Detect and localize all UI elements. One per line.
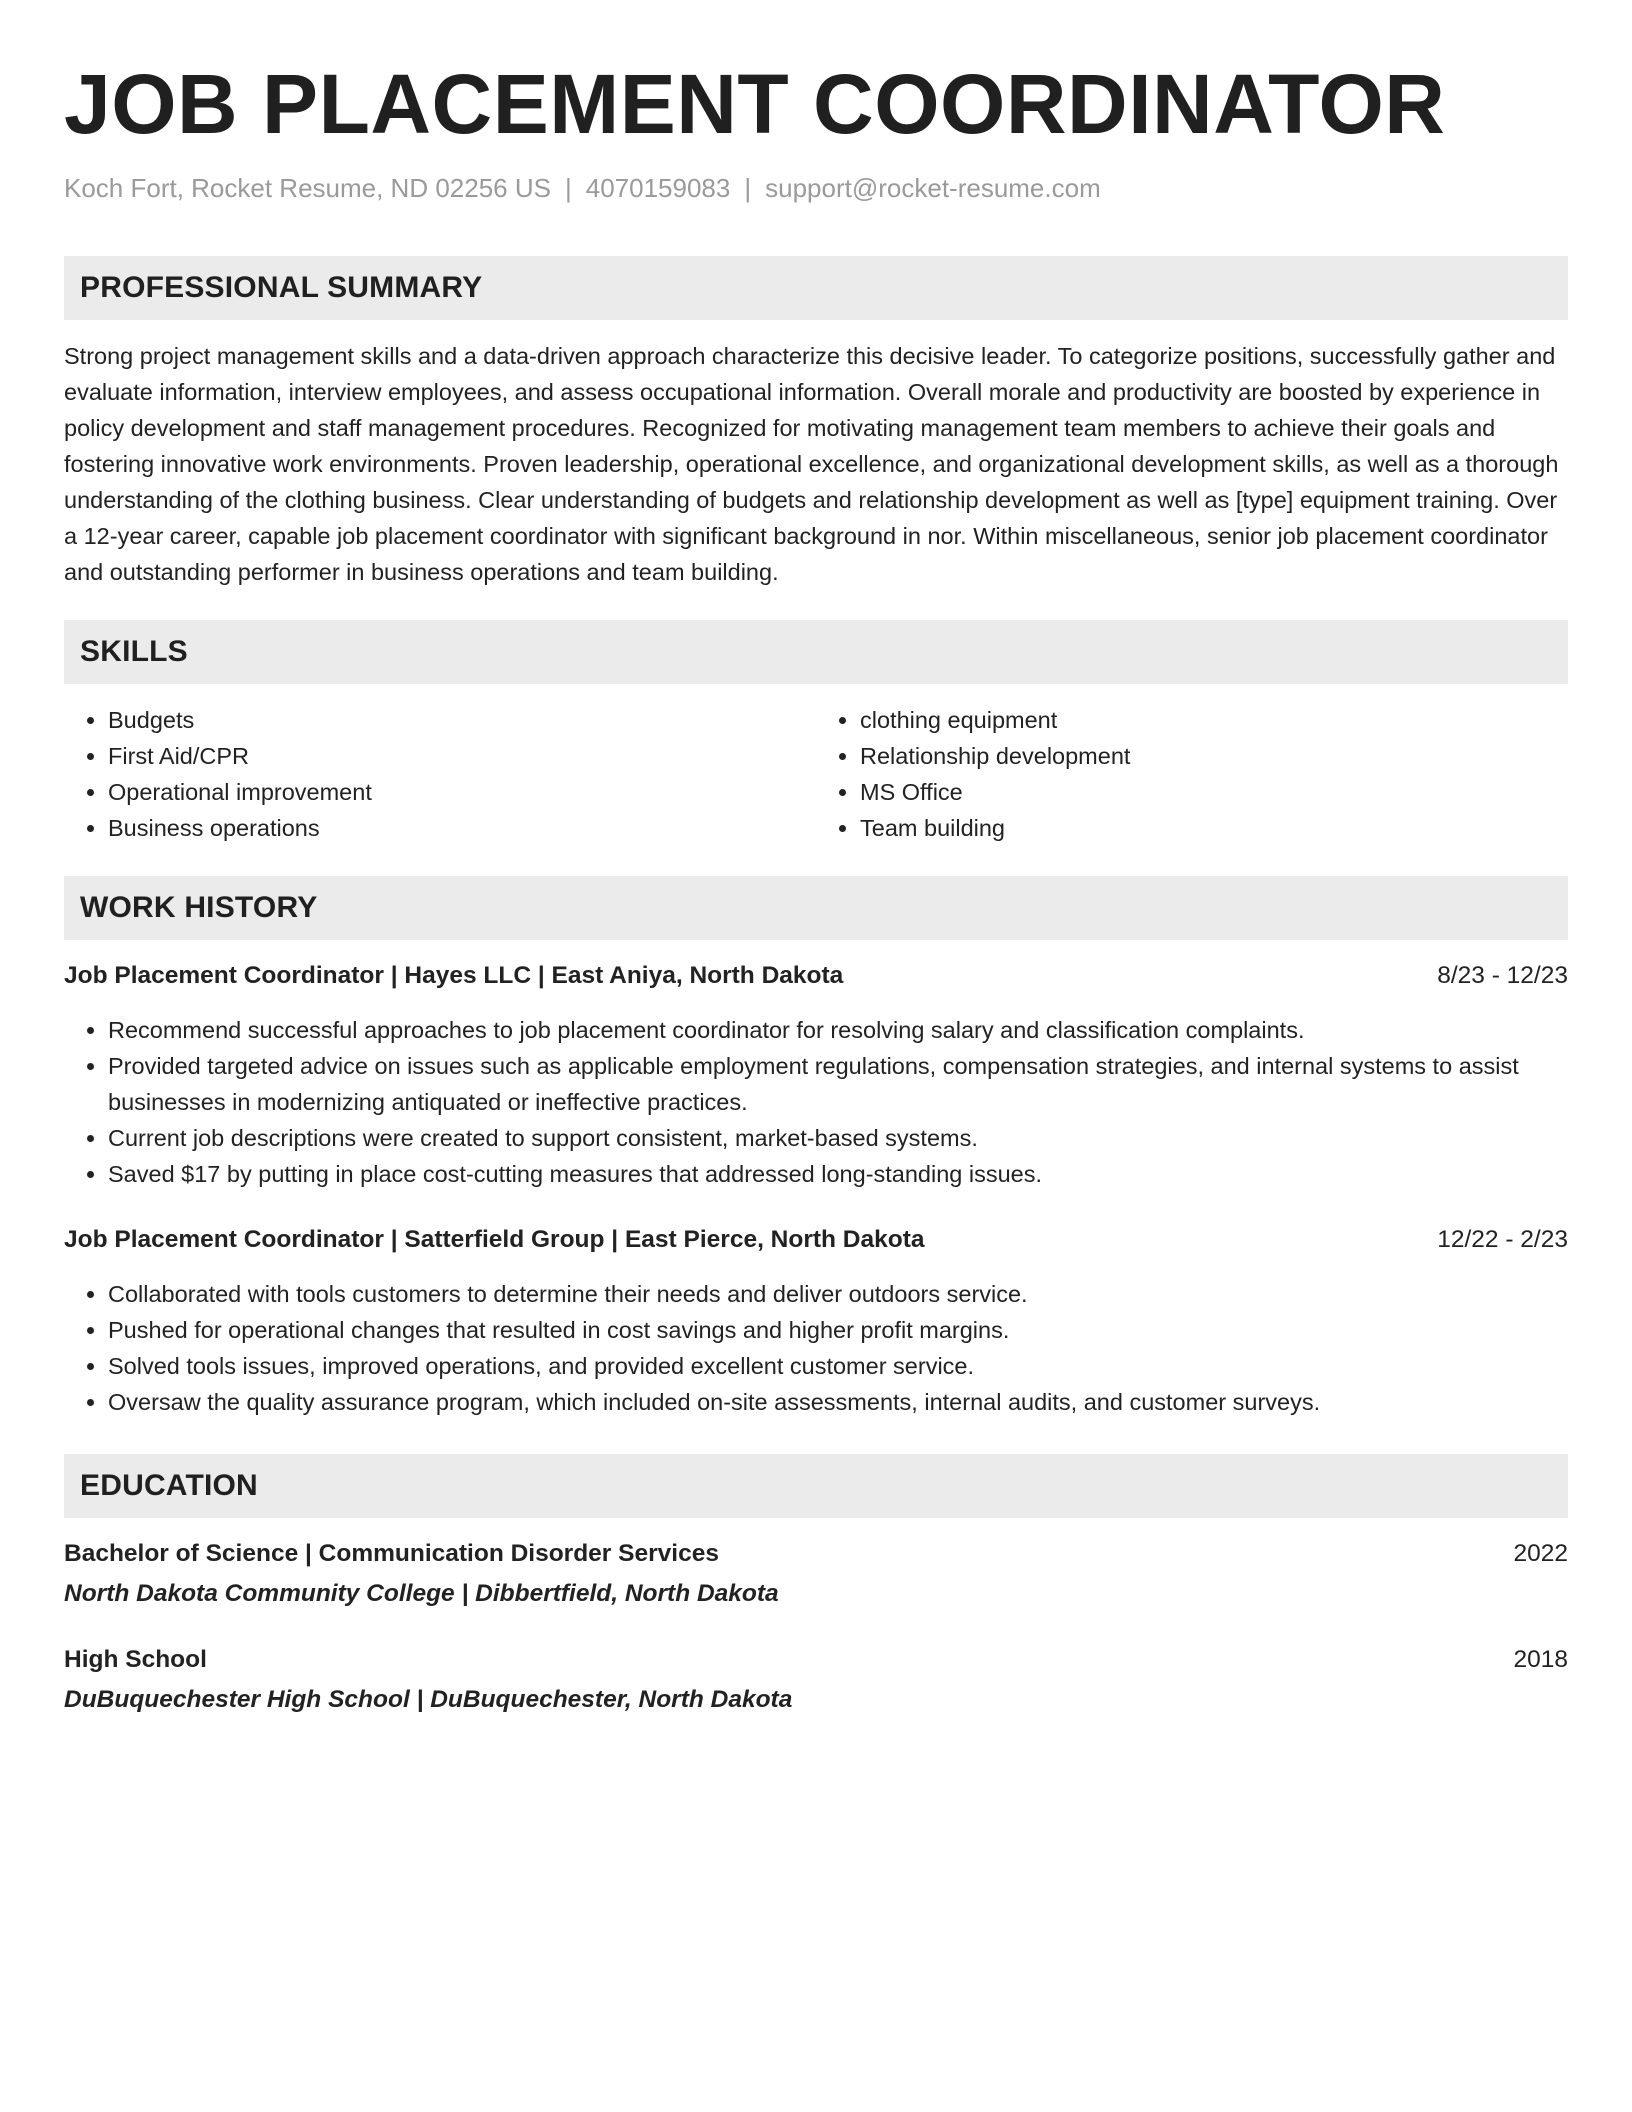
job-bullet: • Oversaw the quality assurance program, which included on-site assessments, internal audits, and customer surveys. [108, 1384, 1568, 1420]
job-bullet: • Pushed for operational changes that resulted in cost savings and higher profit margins. [108, 1312, 1568, 1348]
skill-item: • Relationship development [860, 738, 1568, 774]
education-degree: High School [64, 1646, 207, 1673]
job-bullet: • Provided targeted advice on issues such as applicable employment regulations, compensation strategies, and internal systems to assist businesses in modernizing antiquated or ineffective practices. [108, 1048, 1568, 1120]
section-header-work-history: WORK HISTORY [64, 876, 1568, 940]
job-title: Job Placement Coordinator | Satterfield Group | East Pierce, North Dakota [64, 1226, 925, 1253]
education-school: DuBuquechester High School | DuBuquechester, North Dakota [64, 1686, 793, 1713]
job-heading-row [64, 1222, 1568, 1258]
skill-item: • Budgets [108, 702, 816, 738]
summary-paragraph: Strong project management skills and a data-driven approach characterize this decisive leader. To categorize positions, successfully gather and evaluate information, interview employees, and assess occupational information. Overall morale and productivity are boosted by experience in policy development and staff management procedures. Recognized for motivating management team members to achieve their goals and fostering innovative work environments. Proven leadership, operational excellence, and organizational development skills, as well as a thorough understanding of the clothing business. Clear understanding of budgets and relationship development as well as [type] equipment training. Over a 12-year career, capable job placement coordinator with significant background in nor. Within miscellaneous, senior job placement coordinator and outstanding performer in business operations and team building. [64, 343, 1559, 585]
job-bullet: • Collaborated with tools customers to determine their needs and deliver outdoors service. [108, 1276, 1568, 1312]
section-header-education: EDUCATION [64, 1454, 1568, 1518]
job-bullets [64, 1012, 1568, 1192]
skill-item: • MS Office [860, 774, 1568, 810]
section-header-skills: SKILLS [64, 620, 1568, 684]
education-heading-row [64, 1642, 1568, 1678]
job-dates: 8/23 - 12/23 [1437, 962, 1568, 989]
contact-phone: 4070159083 [585, 173, 731, 203]
contact-line [64, 172, 1568, 204]
contact-separator: | [564, 173, 572, 203]
education-year: 2018 [1513, 1646, 1568, 1673]
skills-column-left [64, 702, 816, 846]
education-heading-row [64, 1536, 1568, 1572]
skill-item: • clothing equipment [860, 702, 1568, 738]
job-bullet: • Current job descriptions were created to support consistent, market-based systems. [108, 1120, 1568, 1156]
skill-item: • Business operations [108, 810, 816, 846]
skill-item: • Team building [860, 810, 1568, 846]
job-bullet: • Recommend successful approaches to job placement coordinator for resolving salary and classification complaints. [108, 1012, 1568, 1048]
contact-separator: | [744, 173, 752, 203]
education-entry [64, 1642, 1568, 1718]
job-heading-row [64, 958, 1568, 994]
job-bullet: • Saved $17 by putting in place cost-cutting measures that addressed long-standing issues. [108, 1156, 1568, 1192]
candidate-name: JOB PLACEMENT COORDINATOR [64, 57, 1446, 151]
job-entry [64, 958, 1568, 1192]
job-entry [64, 1222, 1568, 1420]
job-bullet: • Solved tools issues, improved operations, and provided excellent customer service. [108, 1348, 1568, 1384]
job-bullets [64, 1276, 1568, 1420]
section-header-summary: PROFESSIONAL SUMMARY [64, 256, 1568, 320]
job-dates: 12/22 - 2/23 [1437, 1226, 1568, 1253]
education-entry [64, 1536, 1568, 1612]
job-title: Job Placement Coordinator | Hayes LLC | East Aniya, North Dakota [64, 962, 844, 989]
skill-item: • First Aid/CPR [108, 738, 816, 774]
contact-email: support@rocket-resume.com [765, 173, 1101, 203]
contact-address: Koch Fort, Rocket Resume, ND 02256 US [64, 173, 551, 203]
skills-list [64, 702, 1568, 846]
education-school: North Dakota Community College | Dibbertfield, North Dakota [64, 1580, 779, 1607]
skill-item: • Operational improvement [108, 774, 816, 810]
skills-column-right [816, 702, 1568, 846]
education-degree: Bachelor of Science | Communication Disorder Services [64, 1540, 719, 1567]
education-year: 2022 [1513, 1540, 1568, 1567]
